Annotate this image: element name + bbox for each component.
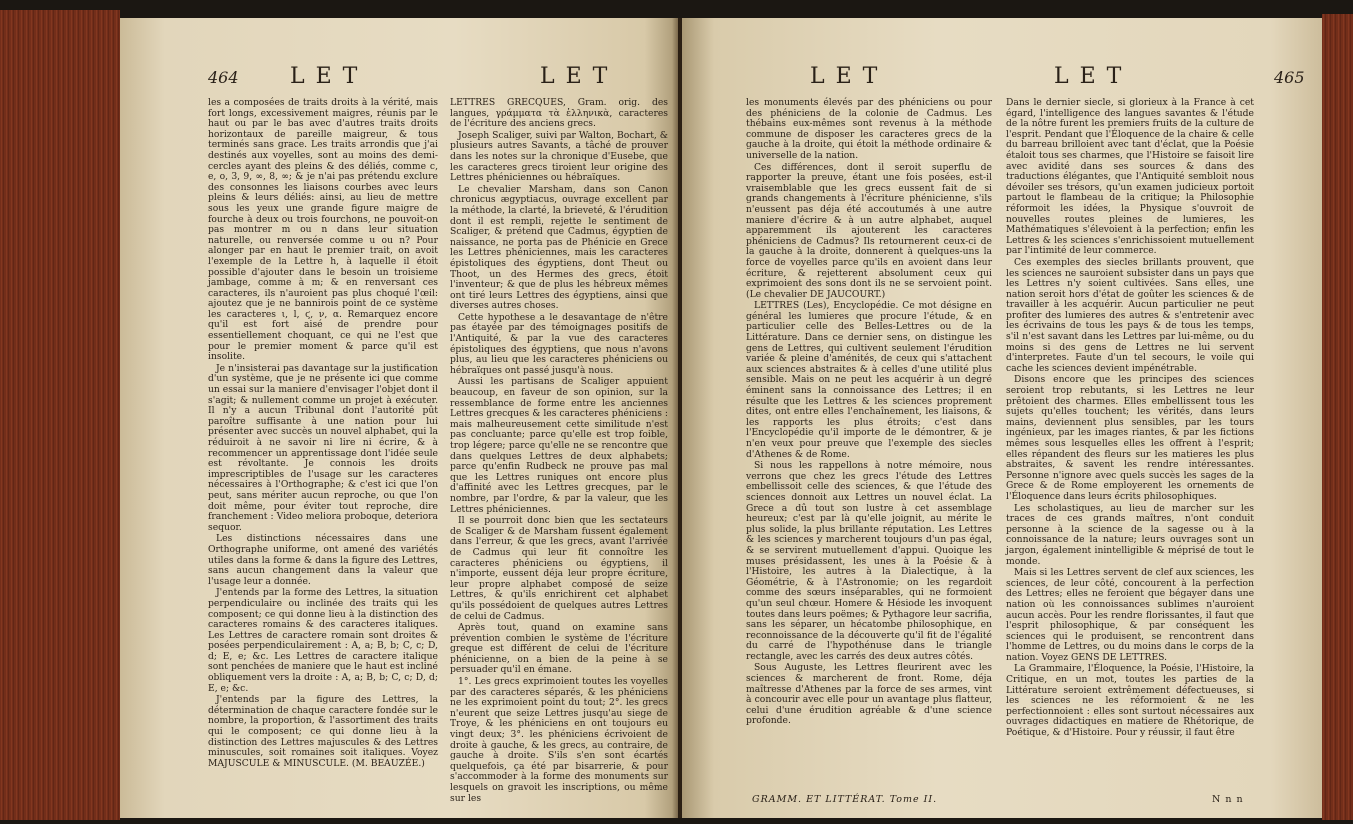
right-head-word-2: L E T bbox=[1054, 64, 1124, 89]
paragraph: Sous Auguste, les Lettres fleurirent avec les sciences & marcherent de front. Rome, déja maîtresse d'Athenes par la force de ses armes, vint à concourir avec elle pour un avantage plus flatteur, celui d'une érudition agréable & d'une science profonde. bbox=[746, 662, 992, 727]
right-footer: GRAMM. ET LITTÉRAT. Tome II. bbox=[752, 794, 938, 805]
left-head-word-1: L E T bbox=[290, 64, 360, 89]
paragraph: Le chevalier Marsham, dans son Canon chronicus ægyptiacus, ouvrage excellent par la méthode, la clarté, la brieveté, & l'érudition dont il est rempli, rejette le sentiment de Scaliger, & prétend que Cadmus, égyptien de naissance, ne porta pas de Phénicie en Grece les Lettres phéniciennes, mais les caracteres épistoliques des égyptiens, dont Theut ou Thoot, un des Hermes des grecs, étoit l'inventeur; & que de plus les hébreux mêmes ont tiré leurs Lettres des égyptiens, ainsi que diverses autres choses. bbox=[450, 183, 668, 312]
paragraph: Les distinctions nécessaires dans une Orthographe uniforme, ont amené des variétés utiles dans la forme & dans la figure des Lettres, sans aucun changement dans la valeur que l'usage leur a donnée. bbox=[208, 533, 438, 587]
paragraph: LETTRES (Les), Encyclopédie. Ce mot désigne en général les lumieres que procure l'étude, & en particulier celle des Belles-Lettres ou de la Littérature. Dans ce dernier sens, on distingue les gens de Lettres, qui cultivent seulement l'érudition variée & pleine d'aménités, de ceux qui s'attachent aux sciences abstraites & à celles d'une utilité plus sensible. Mais on ne peut les acquérir à un degré éminent sans la connoissance des Lettres; il en résulte que les Lettres & les sciences proprement dites, ont entre elles l'enchaînement, les liaisons, & les rapports les plus étroits; c'est dans l'Encyclopédie qu'il importe de le démontrer, & je n'en veux pour preuve que l'exemple des siecles d'Athenes & de Rome. bbox=[746, 300, 992, 460]
paragraph: Je n'insisterai pas davantage sur la justification d'un système, que je ne présente ici que comme un essai sur la maniere d'envisager l'objet dont il s'agit; & nullement comme un projet à exécuter. Il n'y a aucun Tribunal dont l'autorité pût paroître suffisante à une nation pour lui présenter avec succès un nouvel alphabet, qui la réduiroit à ne savoir ni lire ni écrire, & à recommencer un apprentissage dont l'idée seule est révoltante. Je connois les droits imprescriptibles de l'usage sur les caracteres nécessaires à l'Orthographe; & c'est ici que l'on peut, sans mériter aucun reproche, ou que l'on doit même, pour éviter tout reproche, dire franchement : Video meliora proboque, deteriora sequor. bbox=[208, 362, 438, 533]
paragraph: Cette hypothese a le desavantage de n'être pas étayée par des témoignages positifs de l'Antiquité, & par la vue des caracteres épistoliques des égyptiens, que nous n'avons plus, au lieu que les caracteres phéniciens ou hébraïques ont passé jusqu'à nous. bbox=[450, 311, 668, 376]
left-column-1 bbox=[208, 98, 438, 770]
paragraph: J'entends par la figure des Lettres, la détermination de chaque caractere fondée sur le nombre, la proportion, & l'assortiment des traits qui le composent; ce qui donne lieu à la distinction des Lettres majuscules & des Lettres minuscules, soit romaines soit italiques. Voyez MAJUSCULE & MINUSCULE. (M. BEAUZÉE.) bbox=[208, 694, 438, 769]
left-page-number: 464 bbox=[208, 68, 239, 87]
right-running-head bbox=[682, 62, 1322, 98]
paragraph: La Grammaire, l'Éloquence, la Poésie, l'Histoire, la Critique, en un mot, toutes les parties de la Littérature seroient extrêmement défectueuses, si les sciences ne les réformoient & ne les perfectionnoient : elles sont surtout nécessaires aux ouvrages didactiques en matiere de Rhétorique, de Poétique, & d'Histoire. Pour y réussir, il faut être bbox=[1006, 663, 1254, 739]
paragraph: les monuments élevés par des phéniciens ou pour des phéniciens de la colonie de Cadmus. Les thébains eux-mêmes sont revenus à la méthode commune de disposer les caracteres grecs de la gauche à la droite, qui étoit la méthode ordinaire & universelle de la nation. bbox=[746, 97, 992, 161]
right-column-2 bbox=[1006, 98, 1254, 740]
paragraph: les a composées de traits droits à la vérité, mais fort longs, excessivement maigres, réunis par le haut ou par le bas avec d'autres traits droits horizontaux de pareille maigreur, & tous terminés sans grace. Les traits arrondis que j'ai destinés aux voyelles, sont au moins des demi-cercles ayant des pleins & des déliés, comme c, e, o, 3, 9, ∞, 8, ∞; & je n'ai pas prétendu exclure des consonnes les liaisons courbes avec leurs pleins & leurs déliés: ainsi, au lieu de mettre sous les yeux une grande figure maigre de fourche à deux ou trois fourchons, ne pouvoit-on pas montrer m ou n dans leur situation naturelle, ou renversée comme u ou n? Pour alonger par en haut le premier trait, on avoit l'exemple de la Lettre h, à laquelle il étoit possible d'ajouter dans le besoin un troisieme jambage, comme à m; & en renversant ces caracteres, ils n'auroient pas plus choqué l'œil: ajoutez que je ne bannirois point de ce système les caracteres ι, l, ϛ, ν, α. Remarquez encore qu'il est fort aisé de prendre pour essentiellement choquant, ce qui ne l'est que pour le premier moment & parce qu'il est insolite. bbox=[208, 97, 438, 363]
paragraph: Mais si les Lettres servent de clef aux sciences, les sciences, de leur côté, concourent à la perfection des Lettres; elles ne feroient que bégayer dans une nation où les connoissances sublimes n'auroient aucun accès. Pour les rendre florissantes, il faut que l'esprit philosophique, & par conséquent les sciences qui le produisent, se rencontrent dans l'homme de Lettres, ou du moins dans le corps de la nation. Voyez GENS DE LETTRES. bbox=[1006, 567, 1254, 663]
paragraph: Il se pourroit donc bien que les sectateurs de Scaliger & de Marsham fussent également dans l'erreur, & que les grecs, avant l'arrivée de Cadmus qui leur fit connoître les caracteres phéniciens ou égyptiens, il n'importe, eussent déja leur propre écriture, leur propre alphabet composé de seize Lettres, & qu'ils enrichirent cet alphabet qu'ils possédoient de quelques autres Lettres de celui de Cadmus. bbox=[450, 515, 668, 622]
right-page bbox=[682, 18, 1322, 818]
left-running-head bbox=[120, 62, 678, 98]
page-edges-right bbox=[1322, 14, 1353, 820]
right-head-word-1: L E T bbox=[810, 64, 880, 89]
paragraph: J'entends par la forme des Lettres, la situation perpendiculaire ou inclinée des traits qui les composent; ce qui donne lieu à la distinction des caracteres romains & des caracteres italiques. Les Lettres de caractere romain sont droites & posées perpendiculairement : A, a; B, b; C, c; D, d; E, e; &c. Les Lettres de caractere italique sont penchées de maniere que le haut est incliné obliquement vers la droite : A, a; B, b; C, c; D, d; E, e; &c. bbox=[208, 587, 438, 694]
left-page bbox=[120, 18, 678, 818]
left-head-word-2: L E T bbox=[540, 64, 610, 89]
right-column-1 bbox=[746, 97, 992, 727]
paragraph: Dans le dernier siecle, si glorieux à la France à cet égard, l'intelligence des langues savantes & l'étude de la nôtre furent les premiers fruits de la culture de l'esprit. Pendant que l'Éloquence de la chaire & celle du barreau brilloient avec tant d'éclat, que la Poésie étaloit tous ses charmes, que l'Histoire se faisoit lire avec avidité dans ses sources & dans des traductions élégantes, que l'Antiquité sembloit nous dévoiler ses trésors, qu'un examen judicieux portoit partout le flambeau de la critique; la Philosophie réformoit les idées, la Physique s'ouvroit de nouvelles routes pleines de lumieres, les Mathématiques s'élevoient à la perfection; enfin les Lettres & les sciences s'enrichissoient mutuellement par l'intimité de leur commerce. bbox=[1006, 97, 1254, 257]
paragraph: Aussi les partisans de Scaliger appuient beaucoup, en faveur de son opinion, sur la ressemblance de forme entre les anciennes Lettres grecques & les caracteres phéniciens : mais malheureusement cette similitude n'est pas concluante; parce qu'elle est trop foible, trop légere; parce qu'elle ne se rencontre que dans quelques Lettres de deux alphabets; parce qu'enfin Rudbeck ne prouve pas mal que les Lettres runiques ont encore plus d'affinité avec les Lettres grecques, par le nombre, par l'ordre, & par la valeur, que les Lettres phéniciennes. bbox=[450, 376, 668, 515]
paragraph: LETTRES GRECQUES, Gram. orig. des langues, γράμματα τὰ ἑλληνικὰ, caracteres de l'écriture des anciens grecs. bbox=[450, 97, 668, 130]
left-column-2 bbox=[450, 98, 668, 805]
paragraph: Ces différences, dont il seroit superflu de rapporter la preuve, étant une fois posées, est-il vraisemblable que les grecs eussent fait de si grands changements à l'écriture phénicienne, s'ils n'eussent pas déja été accoutumés à une autre maniere d'écrire & à un autre alphabet, auquel apparemment ils ajouterent les caracteres phéniciens de Cadmus? Ils retournerent ceux-ci de la gauche à la droite, donnerent à quelques-uns la force de voyelles parce qu'ils en avoient dans leur écriture, & rejetterent absolument ceux qui exprimoient des sons dont ils ne se servoient point. (Le chevalier DE JAUCOURT.) bbox=[746, 161, 992, 300]
paragraph: Ces exemples des siecles brillants prouvent, que les sciences ne sauroient subsister dans un pays que les Lettres n'y soient cultivées. Sans elles, une nation seroit hors d'état de goûter les sciences & de travailler à les acquérir. Aucun particulier ne peut profiter des lumieres des autres & s'entretenir avec les écrivains de tous les pays & de tous les temps, s'il n'est savant dans les Lettres par lui-même, ou du moins si des gens de Lettres ne lui servent d'interpretes. Faute d'un tel secours, le voile qui cache les sciences devient impénétrable. bbox=[1006, 256, 1254, 374]
paragraph: Disons encore que les principes des sciences seroient trop rebutants, si les Lettres ne leur prêtoient des charmes. Elles embellissent tous les sujets qu'elles touchent; les vérités, dans leurs mains, deviennent plus sensibles, par les tours ingénieux, par les images riantes, & par les fictions mêmes sous lesquelles elles les offrent à l'esprit; elles répandent des fleurs sur les matieres les plus abstraites, & savent les rendre intéressantes. Personne n'ignore avec quels succès les sages de la Grece & de Rome employerent les ornements de l'Éloquence dans leurs écrits philosophiques. bbox=[1006, 374, 1254, 502]
right-signature-mark: N n n bbox=[1212, 794, 1244, 805]
paragraph: Après tout, quand on examine sans prévention combien le système de l'écriture greque est différent de celui de l'écriture phénicienne, on a bien de la peine à se persuader qu'il en émane. bbox=[450, 622, 668, 676]
paragraph: Si nous les rappellons à notre mémoire, nous verrons que chez les grecs l'étude des Lettres embellissoit celle des sciences, & que l'étude des sciences donnoit aux Lettres un nouvel éclat. La Grece a dû tout son lustre à cet assemblage heureux; c'est par là qu'elle joignit, au mérite le plus solide, la plus brillante réputation. Les Lettres & les sciences y marcherent toujours d'un pas égal, & se servirent mutuellement d'appui. Quoique les muses présidassent, les unes à la Poésie & à l'Histoire, les autres à la Dialectique, à la Géométrie, & à l'Astronomie; on les regardoit comme des sœurs inséparables, qui ne formoient qu'un seul chœur. Homere & Hésiode les invoquent toutes dans leurs poëmes; & Pythagore leur sacrifia, sans les séparer, un hécatombe philosophique, en reconnoissance de la découverte qu'il fit de l'égalité du carré de l'hypothénuse dans le triangle rectangle, avec les carrés des deux autres côtés. bbox=[746, 460, 992, 662]
paragraph: 1°. Les grecs exprimoient toutes les voyelles par des caracteres séparés, & les phéniciens ne les exprimoient point du tout; 2°. les grecs n'eurent que seize Lettres jusqu'au siege de Troye, & les phéniciens en ont toujours eu vingt deux; 3°. les phéniciens écrivoient de droite à gauche, & les grecs, au contraire, de gauche à droite. S'ils s'en sont écartés quelquefois, ça été par bisarrerie, & pour s'accommoder à la forme des monuments sur lesquels on gravoit les inscriptions, ou même sur les bbox=[450, 676, 668, 804]
page-edges-left bbox=[0, 10, 120, 820]
right-page-number: 465 bbox=[1274, 68, 1305, 87]
paragraph: Les scholastiques, au lieu de marcher sur les traces de ces grands maîtres, n'ont conduit personne à la science de la sagesse ou à la connoissance de la nature; leurs ouvrages sont un jargon, également inintelligible & méprisé de tout le monde. bbox=[1006, 502, 1254, 567]
paragraph: Joseph Scaliger, suivi par Walton, Bochart, & plusieurs autres Savants, a tâché de prouver dans les notes sur la chronique d'Eusebe, que les caracteres grecs tiroient leur origine des Lettres phéniciennes ou hébraïques. bbox=[450, 129, 668, 184]
